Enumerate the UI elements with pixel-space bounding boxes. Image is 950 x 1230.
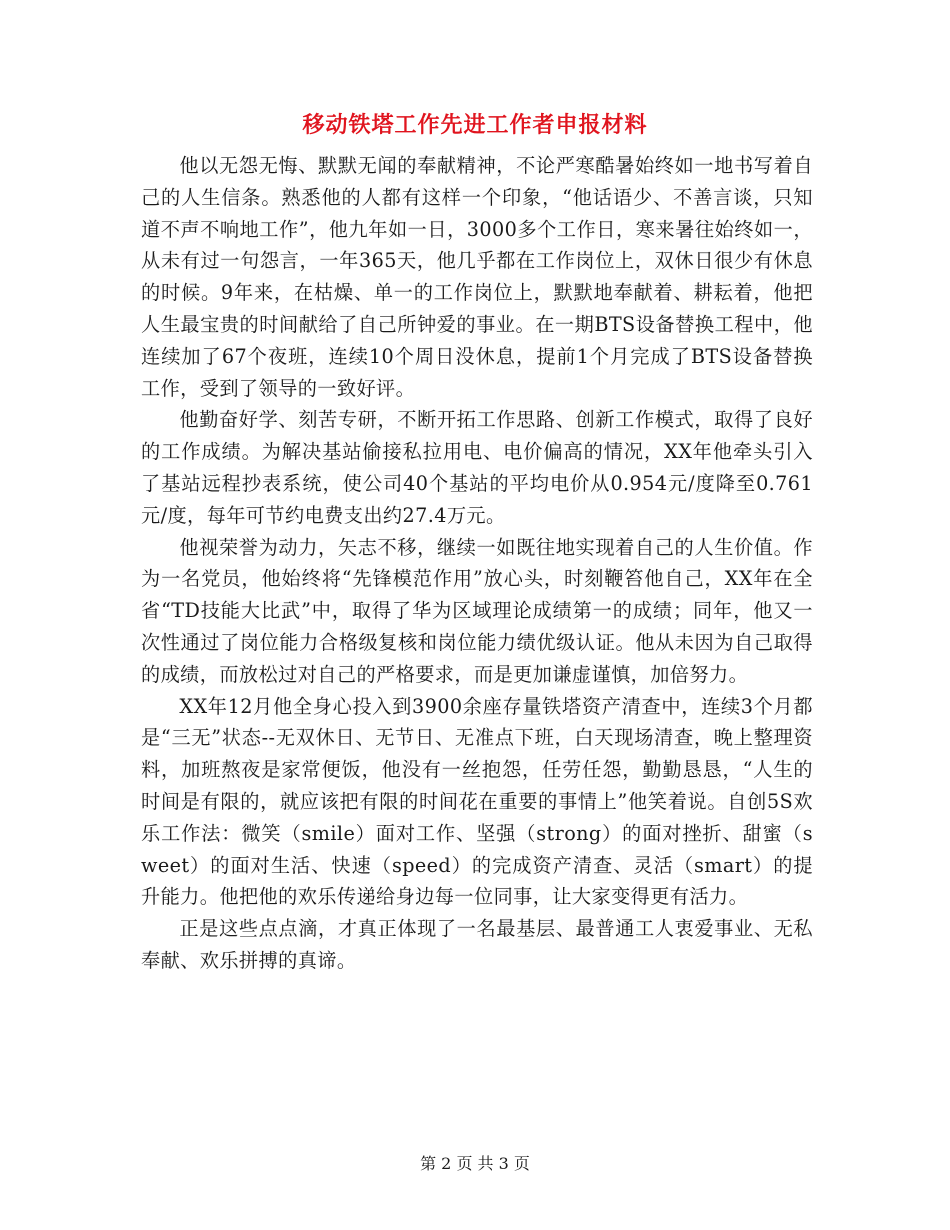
document-body bbox=[141, 150, 813, 977]
document-title: 移动铁塔工作先进工作者申报材料 bbox=[302, 112, 648, 138]
paragraph-1: 他以无怨无悔、默默无闻的奉献精神，不论严寒酷暑始终如一地书写着自己的人生信条。熟悉他的人都有这样一个印象，“他话语少、不善言谈，只知道不声不响地工作”，他九年如一日，3000多个工作日，寒来暑往始终如一，从未有过一句怨言，一年365天，他几乎都在工作岗位上，双休日很少有休息的时候。9年来，在枯燥、单一的工作岗位上，默默地奉献着、耕耘着，他把人生最宝贵的时间献给了自己所钟爱的事业。在一期BTS设备替换工程中，他连续加了67个夜班，连续10个周日没休息，提前1个月完成了BTS设备替换工作，受到了领导的一致好评。 bbox=[141, 154, 813, 400]
paragraph-4: XX年12月他全身心投入到3900余座存量铁塔资产清查中，连续3个月都是“三无”状态--无双休日、无节日、无准点下班，白天现场清查，晚上整理资料，加班熬夜是家常便饭，他没有一丝抱怨，任劳任怨，勤勤恳恳，“人生的时间是有限的，就应该把有限的时间花在重要的事情上”他笑着说。自创5S欢乐工作法：微笑（smile）面对工作、坚强（strong）的面对挫折、甜蜜（sweet）的面对生活、快速（speed）的完成资产清查、灵活（smart）的提升能力。他把他的欢乐传递给身边每一位同事，让大家变得更有活力。 bbox=[141, 694, 813, 909]
page-footer: 第 2 页 共 3 页 bbox=[420, 1154, 530, 1173]
paragraph-3: 他视荣誉为动力，矢志不移，继续一如既往地实现着自己的人生价值。作为一名党员，他始终将“先锋模范作用”放心头，时刻鞭笞他自己，XX年在全省“TD技能大比武”中，取得了华为区域理论成绩第一的成绩；同年，他又一次性通过了岗位能力合格级复核和岗位能力绩优级认证。他从未因为自己取得的成绩，而放松过对自己的严格要求，而是更加谦虚谨慎，加倍努力。 bbox=[141, 535, 813, 686]
paragraph-2: 他勤奋好学、刻苦专研，不断开拓工作思路、创新工作模式，取得了良好的工作成绩。为解决基站偷接私拉用电、电价偏高的情况，XX年他牵头引入了基站远程抄表系统，使公司40个基站的平均电价从0.954元/度降至0.761元/度，每年可节约电费支出约27.4万元。 bbox=[141, 408, 813, 527]
paragraph-5: 正是这些点点滴，才真正体现了一名最基层、最普通工人衷爱事业、无私奉献、欢乐拼搏的真谛。 bbox=[141, 917, 813, 972]
